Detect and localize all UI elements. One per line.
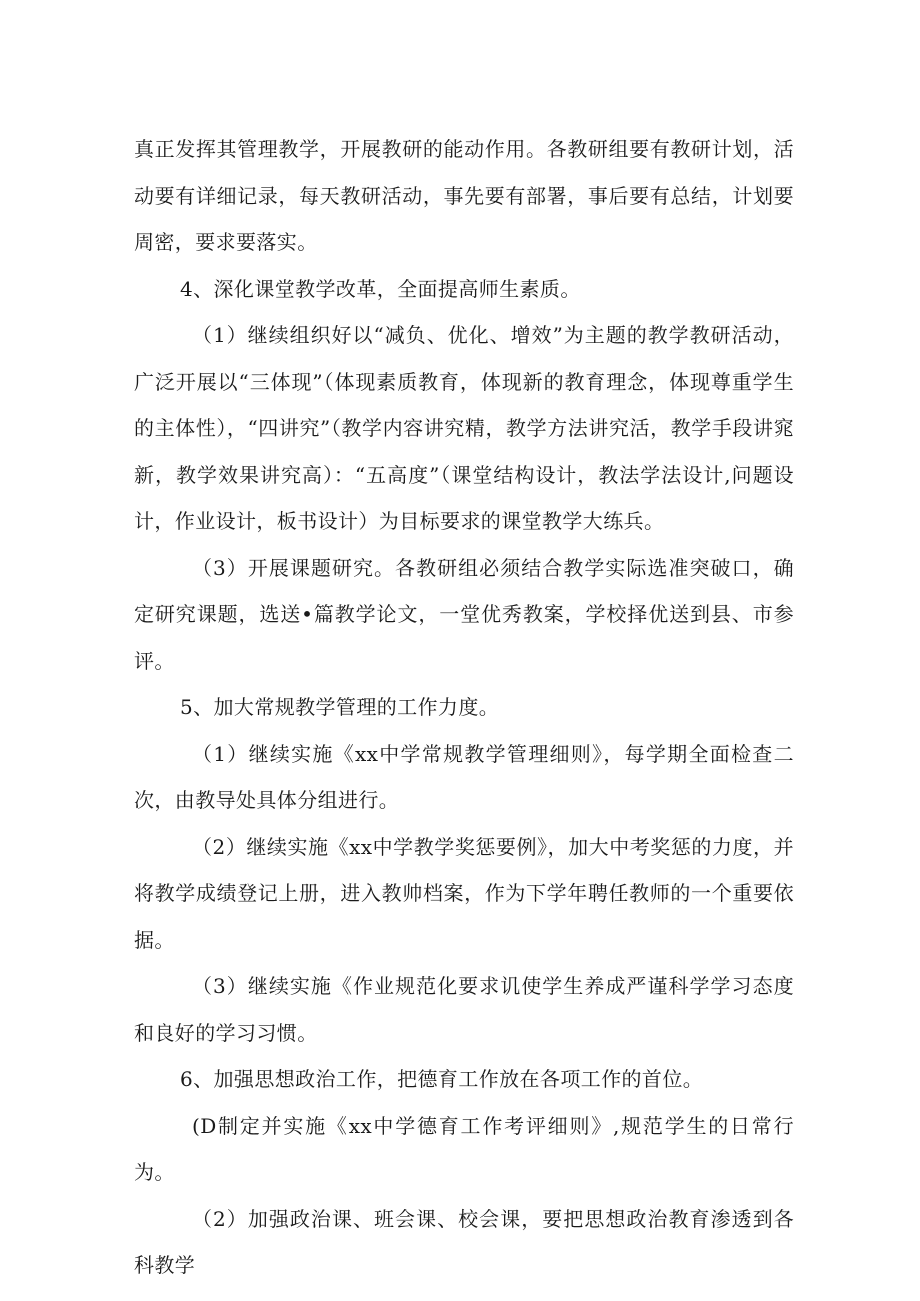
paragraph-item-6-1: (D制定并实施《xx中学德育工作考评细则》,规范学生的日常行为。 bbox=[134, 1113, 794, 1184]
paragraph-item-4-1: （1）继续组织好以“减负、优化、增效”为主题的教学教研活动，广泛开展以“三体现”（体现素质教育，体现新的教育理念，体现尊重学生的主体性），“四讲究”（教学内容讲究精，教学方法讲究活，教学手段讲窕新，教学效果讲究高）：“五高度”（课堂结构设计，教法学法设计,问题设计，作业设计，板书设计）为目标要求的课堂教学大练兵。 bbox=[134, 323, 794, 533]
paragraph-continuation: 真正发挥其管理教学，开展教研的能动作用。各教研组要有教研计划，活动要有详细记录，每天教研活动，事先要有部署，事后要有总结，计划要周密，要求要落实。 bbox=[134, 137, 794, 254]
paragraph-item-5-3: （3）继续实施《作业规范化要求讥使学生养成严谨科学学习态度和良好的学习习惯。 bbox=[134, 974, 794, 1045]
paragraph-item-5-1: （1）继续实施《xx中学常规教学管理细则》，每学期全面检查二次，由教导处具体分组进行。 bbox=[134, 741, 794, 812]
document-body bbox=[134, 126, 794, 1289]
heading-item-6: 6、加强思想政治工作，把德育工作放在各项工作的首位。 bbox=[180, 1067, 704, 1091]
paragraph-item-6-2: （2）加强政治课、班会课、校会课，要把思想政治教育渗透到各科教学 bbox=[134, 1206, 794, 1277]
heading-item-5: 5、加大常规教学管理的工作力度。 bbox=[180, 695, 500, 719]
paragraph-item-4-3: （3）开展课题研究。各教研组必须结合教学实际选准突破口，确定研究课题，选送•篇教学论文，一堂优秀教案，学校择优送到县、市参评。 bbox=[134, 555, 794, 673]
heading-item-4: 4、深化课堂教学改革，全面提高师生素质。 bbox=[180, 276, 581, 301]
paragraph-item-5-2: （2）继续实施《xx中学教学奖惩要例》，加大中考奖惩的力度，并将教学成绩登记上册，进入教帅档案，作为下学年聘任教师的一个重要依据。 bbox=[134, 834, 794, 952]
